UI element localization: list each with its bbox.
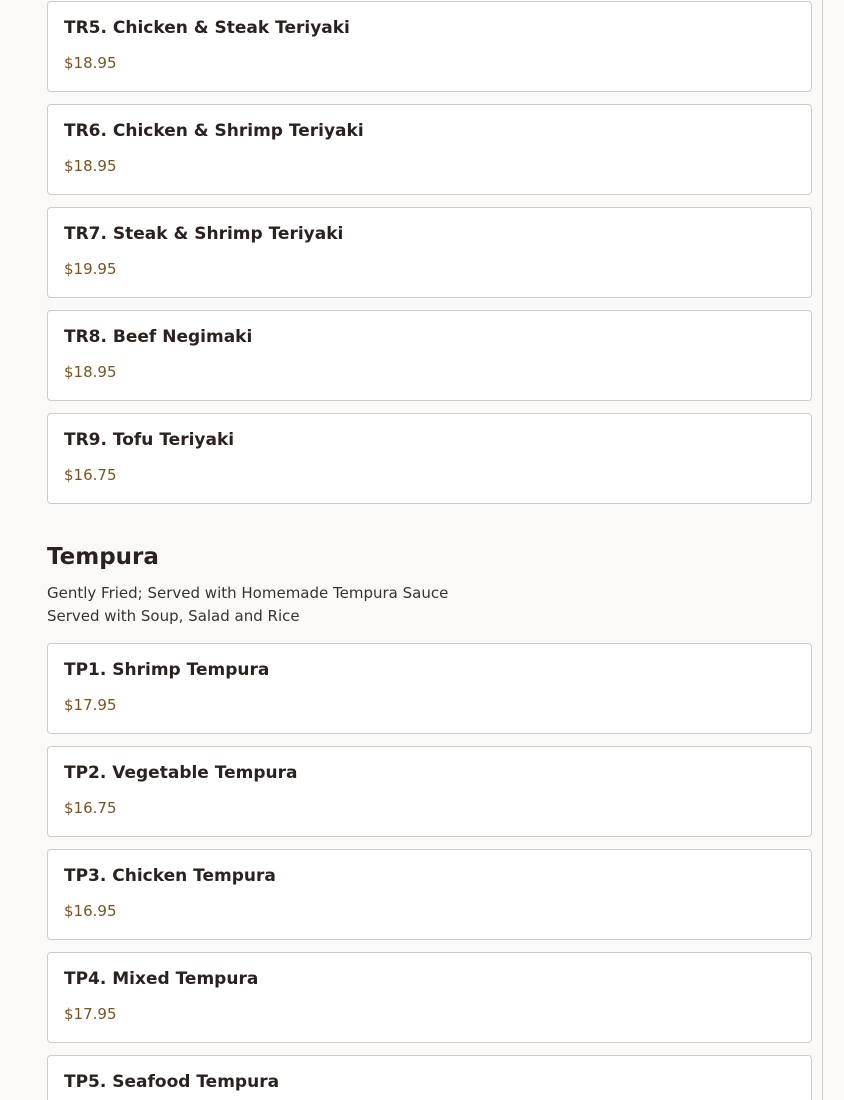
section-title: Tempura [47, 544, 159, 570]
menu-item-name: TR7. Steak & Shrimp Teriyaki [64, 224, 344, 244]
section-description-line: Served with Soup, Salad and Rice [47, 607, 300, 625]
menu-item-name: TR6. Chicken & Shrimp Teriyaki [64, 121, 364, 141]
menu-item-price: $19.95 [64, 260, 117, 278]
menu-item-name: TR8. Beef Negimaki [64, 327, 253, 347]
menu-item-name: TR5. Chicken & Steak Teriyaki [64, 18, 350, 38]
menu-item-price: $16.75 [64, 799, 117, 817]
menu-item-card[interactable] [47, 643, 812, 734]
menu-item-price: $18.95 [64, 157, 117, 175]
menu-item-price: $18.95 [64, 363, 117, 381]
menu-item-card[interactable] [47, 207, 812, 298]
menu-item-name: TP5. Seafood Tempura [64, 1072, 280, 1092]
menu-item-card[interactable] [47, 104, 812, 195]
menu-item-card[interactable] [47, 849, 812, 940]
menu-item-card[interactable] [47, 1, 812, 92]
teriyaki-item-list [47, 1, 812, 516]
menu-item-price: $16.95 [64, 902, 117, 920]
menu-item-price: $16.75 [64, 466, 117, 484]
menu-item-card[interactable] [47, 952, 812, 1043]
menu-item-price: $17.95 [64, 696, 117, 714]
menu-item-name: TP1. Shrimp Tempura [64, 660, 270, 680]
menu-item-card[interactable] [47, 310, 812, 401]
menu-item-name: TP3. Chicken Tempura [64, 866, 276, 886]
menu-item-card[interactable] [47, 1055, 812, 1100]
menu-item-name: TP2. Vegetable Tempura [64, 763, 298, 783]
menu-item-name: TR9. Tofu Teriyaki [64, 430, 235, 450]
section-description [47, 582, 812, 628]
scroll-divider [822, 0, 823, 1100]
tempura-item-list [47, 643, 812, 1100]
section-description-line: Gently Fried; Served with Homemade Tempura Sauce [47, 584, 449, 602]
menu-item-price: $18.95 [64, 54, 117, 72]
tempura-section-header [47, 541, 812, 628]
menu-item-price: $17.95 [64, 1005, 117, 1023]
menu-item-card[interactable] [47, 746, 812, 837]
menu-item-name: TP4. Mixed Tempura [64, 969, 259, 989]
menu-item-card[interactable] [47, 413, 812, 504]
